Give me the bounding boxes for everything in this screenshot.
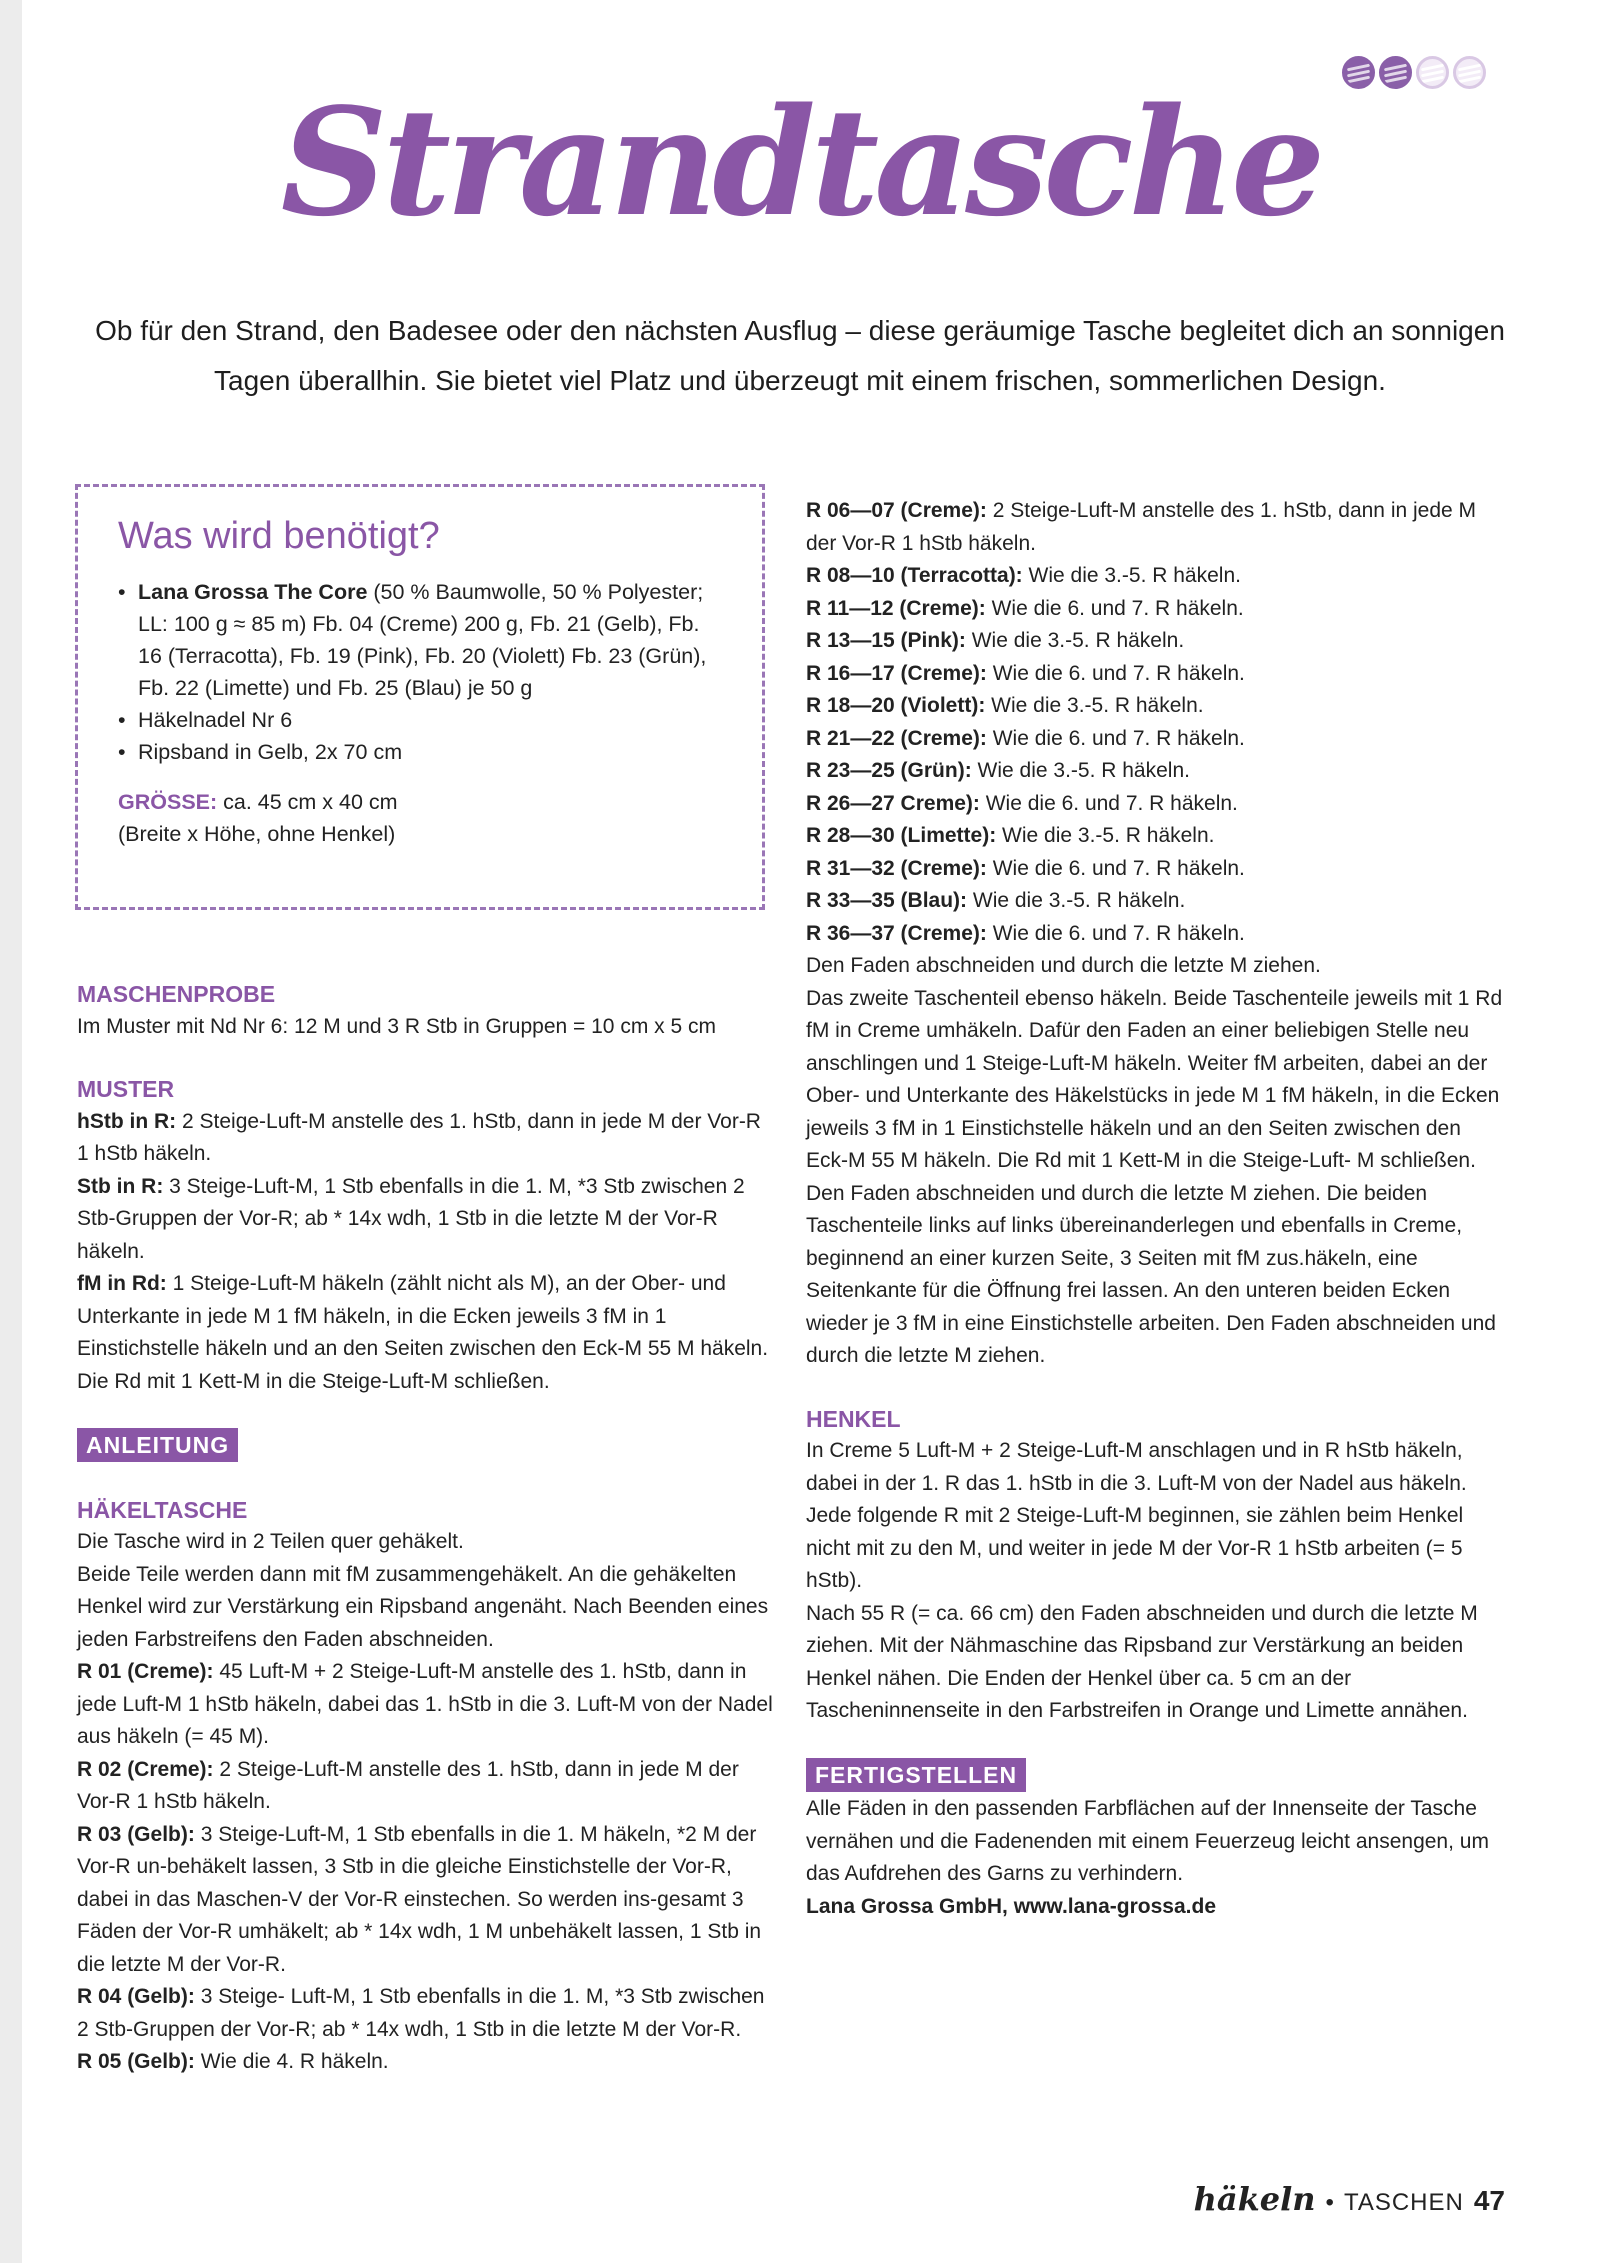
instruction-row-label: R 03 (Gelb): [77, 1822, 195, 1846]
instruction-paragraph [806, 918, 1506, 951]
instruction-text: Wie die 4. R häkeln. [194, 2050, 389, 2073]
intro-text: Ob für den Strand, den Badesee oder den nächsten Ausflug – diese geräumige Tasche begleitet dich an sonnigen Tagen überallhin. Sie bietet viel Platz und überzeugt mit einem frischen, sommerlichen Design. [95, 315, 1505, 396]
materials-item-brand: Lana Grossa The Core [138, 580, 368, 604]
instruction-text: Wie die 3.-5. R häkeln. [1022, 564, 1241, 587]
instruction-row-label: fM in Rd: [77, 1272, 167, 1295]
instruction-paragraph [806, 950, 1506, 983]
instruction-paragraph [77, 1171, 777, 1269]
instruction-row-label: R 08—10 (Terracotta): [806, 564, 1023, 587]
size-note: (Breite x Höhe, ohne Henkel) [118, 822, 396, 846]
section-banner-label: FERTIGSTELLEN [806, 1758, 1026, 1792]
instruction-text: 2 Steige-Luft-M anstelle des 1. hStb, dann in jede M der Vor-R 1 hStb häkeln. [77, 1757, 739, 1813]
instruction-row-label: hStb in R: [77, 1109, 177, 1133]
instruction-paragraph [806, 1891, 1506, 1924]
instruction-text: 2 Steige-Luft-M anstelle des 1. hStb, dann in jede M der Vor-R 1 hStb häkeln. [806, 499, 1477, 555]
instruction-row-label: R 28—30 (Limette): [806, 824, 997, 847]
instruction-paragraph [77, 1106, 777, 1171]
instruction-row-label: R 04 (Gelb): [77, 1985, 195, 2008]
left-column [77, 978, 777, 2079]
instruction-text: Wie die 3.-5. R häkeln. [996, 824, 1215, 847]
instruction-row-label: Stb in R: [77, 1174, 164, 1198]
instruction-text: 2 Steige-Luft-M anstelle des 1. hStb, dann in jede M der Vor-R 1 hStb häkeln. [77, 1109, 761, 1165]
instruction-paragraph [806, 885, 1506, 918]
instruction-text: Alle Fäden in den passenden Farbflächen auf der Innenseite der Tasche vernähen und die Fadenenden mit einem Feuerzeug leicht ansengen, um das Aufdrehen des Garns zu verhindern. [806, 1797, 1489, 1885]
section-banner [77, 1428, 777, 1464]
instruction-text: Wie die 6. und 7. R häkeln. [986, 856, 1245, 880]
instruction-paragraph [806, 690, 1506, 723]
materials-item-text: Häkelnadel Nr 6 [138, 708, 293, 732]
instruction-text: Im Muster mit Nd Nr 6: 12 M und 3 R Stb in Gruppen = 10 cm x 5 cm [77, 1014, 716, 1038]
instruction-row-label: R 06—07 (Creme): [806, 499, 987, 522]
section-banner-label: ANLEITUNG [77, 1428, 238, 1462]
instruction-paragraph [77, 1559, 777, 1657]
instruction-row-label: R 05 (Gelb): [77, 2050, 195, 2073]
instruction-text: In Creme 5 Luft-M + 2 Steige-Luft-M anschlagen und in R hStb häkeln, dabei in der 1. R das 1. hStb in die 3. Luft-M von der Nadel aus häkeln. Jede folgende R mit 2 Steige-Luft-M beginnen, sie zählen beim Henkel nicht mit zu den M, und weiter in jede M der Vor-R 1 hStb arbeiten (= 5 hStb). [806, 1439, 1467, 1592]
instruction-row-label: Lana Grossa GmbH, www.lana-grossa.de [806, 1894, 1217, 1918]
instruction-text: Wie die 6. und 7. R häkeln. [979, 791, 1238, 815]
section-heading: MUSTER [77, 1076, 175, 1102]
materials-item [118, 704, 724, 736]
instruction-row-label: R 36—37 (Creme): [806, 921, 987, 945]
instruction-text: Das zweite Taschenteil ebenso häkeln. Beide Taschenteile jeweils mit 1 Rd fM in Creme umhäkeln. Dafür den Faden an einer beliebigen Stelle neu anschlingen und 1 Steige-Luft-M häkeln. Weiter fM arbeiten, dabei an der Ober- und Unterkante des Häkelstücks in jede M 1 fM häkeln, in die Ecken jeweils 3 fM in 1 Einstichstelle häkeln und an den Seiten zwischen den Eck-M 55 M häkeln. Die Rd mit 1 Kett-M in die Steige-Luft- M schließen. Den Faden abschneiden und durch die letzte M ziehen. Die beiden Taschenteile links auf links übereinanderlegen und ebenfalls in Creme, beginnend an einer kurzen Seite, 3 Seiten mit fM zus.häkeln, eine Seitenkante für die Öffnung frei lassen. An den unteren beiden Ecken wieder je 3 fM in eine Einstichstelle arbeiten. Den Faden abschneiden und durch die letzte M ziehen. [806, 986, 1503, 1367]
section-heading: MASCHENPROBE [77, 981, 276, 1007]
instruction-paragraph [806, 723, 1506, 756]
instruction-text: Wie die 6. und 7. R häkeln. [985, 596, 1244, 620]
instruction-row-label: R 21—22 (Creme): [806, 726, 987, 750]
instruction-text: Nach 55 R (= ca. 66 cm) den Faden abschneiden und durch die letzte M ziehen. Mit der Nähmaschine das Ripsband zur Verstärkung an beiden Henkel nähen. Die Enden der Henkel über ca. 5 cm an der Tascheninnenseite in den Farbstreifen in Orange und Limette annähen. [806, 1601, 1478, 1722]
instruction-paragraph [806, 593, 1506, 626]
materials-item-text: (50 % Baumwolle, 50 % Polyester; LL: 100 g ≈ 85 m) Fb. 04 (Creme) 200 g, Fb. 21 (Gelb), Fb. 16 (Terracotta), Fb. 19 (Pink), Fb. 20 (Violett) Fb. 23 (Grün), Fb. 22 (Limette) und Fb. 25 (Blau) je 50 g [138, 580, 707, 700]
instruction-text: Wie die 3.-5. R häkeln. [967, 889, 1186, 912]
instruction-paragraph [77, 2046, 777, 2079]
page-number: 47 [1473, 2185, 1505, 2216]
instruction-paragraph [806, 495, 1506, 560]
instruction-paragraph [806, 755, 1506, 788]
instruction-paragraph [806, 983, 1506, 1373]
instruction-text: Die Tasche wird in 2 Teilen quer gehäkelt. [77, 1530, 464, 1553]
instruction-paragraph [77, 1819, 777, 1982]
section-banner [806, 1758, 1506, 1794]
instruction-paragraph [806, 1793, 1506, 1891]
instruction-text: 3 Steige-Luft-M, 1 Stb ebenfalls in die 1. M häkeln, *2 M der Vor-R un-behäkelt lassen, 3 Stb in die gleiche Einstichstelle der Vor-R, dabei in das Maschen-V der Vor-R einstechen. So werden ins-gesamt 3 Fäden der Vor-R umhäkelt; ab * 14x wdh, 1 M unbehäkelt lassen, 1 Stb in die letzte M der Vor-R. [77, 1822, 762, 1976]
size-info [118, 786, 724, 850]
instruction-row-label: R 11—12 (Creme): [806, 596, 986, 620]
instruction-text: Wie die 3.-5. R häkeln. [971, 759, 1190, 782]
instruction-row-label: R 23—25 (Grün): [806, 759, 972, 782]
instruction-paragraph [806, 560, 1506, 593]
instruction-row-label: R 26—27 Creme): [806, 791, 980, 815]
instruction-paragraph [806, 788, 1506, 821]
instruction-row-label: R 31—32 (Creme): [806, 856, 987, 880]
instruction-row-label: R 13—15 (Pink): [806, 629, 966, 652]
size-value: ca. 45 cm x 40 cm [217, 790, 398, 814]
page-title: Strandtasche [280, 75, 1321, 249]
instruction-paragraph [77, 1526, 777, 1559]
materials-list [118, 576, 724, 768]
instruction-paragraph [806, 1598, 1506, 1728]
instruction-paragraph [806, 658, 1506, 691]
instruction-row-label: R 33—35 (Blau): [806, 889, 968, 912]
materials-heading: Was wird benötigt? [118, 515, 440, 557]
section-heading: HÄKELTASCHE [77, 1496, 248, 1523]
instruction-row-label: R 16—17 (Creme): [806, 661, 987, 685]
instruction-text: Wie die 6. und 7. R häkeln. [986, 661, 1245, 685]
right-column [806, 495, 1506, 1923]
instruction-text: 45 Luft-M + 2 Steige-Luft-M anstelle des 1. hStb, dann in jede Luft-M 1 hStb häkeln, dabei das 1. hStb in die 3. Luft-M von der Nadel aus häkeln (= 45 M). [77, 1660, 773, 1748]
instruction-paragraph [77, 1754, 777, 1819]
instruction-text: Wie die 6. und 7. R häkeln. [986, 921, 1245, 945]
instruction-row-label: R 02 (Creme): [77, 1757, 214, 1781]
page-edge [0, 0, 22, 2263]
instruction-paragraph [77, 1656, 777, 1754]
materials-item-text: Ripsband in Gelb, 2x 70 cm [138, 740, 403, 764]
materials-box [75, 484, 765, 910]
instruction-text: 1 Steige-Luft-M häkeln (zählt nicht als M), an der Ober- und Unterkante in jede M 1 fM häkeln, in die Ecken jeweils 3 fM in 1 Einstichstelle häkeln und an den Seiten zwischen den Eck-M 55 M häkeln. Die Rd mit 1 Kett-M in die Steige-Luft-M schließen. [77, 1272, 769, 1393]
footer-bullet: • [1325, 2189, 1334, 2216]
instruction-paragraph [806, 625, 1506, 658]
materials-item [118, 736, 724, 768]
size-label: GRÖSSE: [118, 790, 218, 814]
materials-item [118, 576, 724, 704]
instruction-text: 3 Steige- Luft-M, 1 Stb ebenfalls in die 1. M, *3 Stb zwischen 2 Stb-Gruppen der Vor-R; ab * 14x wdh, 1 Stb in die letzte M der Vor-R. [77, 1985, 765, 2041]
footer-category: häkeln [1193, 2180, 1316, 2218]
footer-section: TASCHEN [1343, 2189, 1464, 2216]
instruction-paragraph [77, 1981, 777, 2046]
instruction-text: 3 Steige-Luft-M, 1 Stb ebenfalls in die 1. M, *3 Stb zwischen 2 Stb-Gruppen der Vor-R; ab * 14x wdh, 1 Stb in die letzte M der Vor-R häkeln. [77, 1174, 745, 1263]
instruction-row-label: R 01 (Creme): [77, 1660, 214, 1683]
section-heading: HENKEL [806, 1405, 901, 1432]
instruction-paragraph [806, 820, 1506, 853]
instruction-paragraph [806, 853, 1506, 886]
instruction-paragraph [77, 1268, 777, 1398]
instruction-text: Beide Teile werden dann mit fM zusammengehäkelt. An die gehäkelten Henkel wird zur Verstärkung ein Ripsband angenäht. Nach Beenden eines jeden Farbstreifens den Faden abschneiden. [77, 1562, 769, 1651]
instruction-paragraph [806, 1435, 1506, 1598]
instruction-text: Wie die 3.-5. R häkeln. [965, 629, 1185, 652]
instruction-text: Wie die 3.-5. R häkeln. [985, 694, 1204, 717]
page-footer [1194, 2180, 1505, 2218]
instruction-text: Wie die 6. und 7. R häkeln. [986, 726, 1245, 750]
instruction-row-label: R 18—20 (Violett): [806, 694, 986, 717]
instruction-paragraph [77, 1011, 777, 1044]
instruction-text: Den Faden abschneiden und durch die letzte M ziehen. [806, 954, 1321, 977]
